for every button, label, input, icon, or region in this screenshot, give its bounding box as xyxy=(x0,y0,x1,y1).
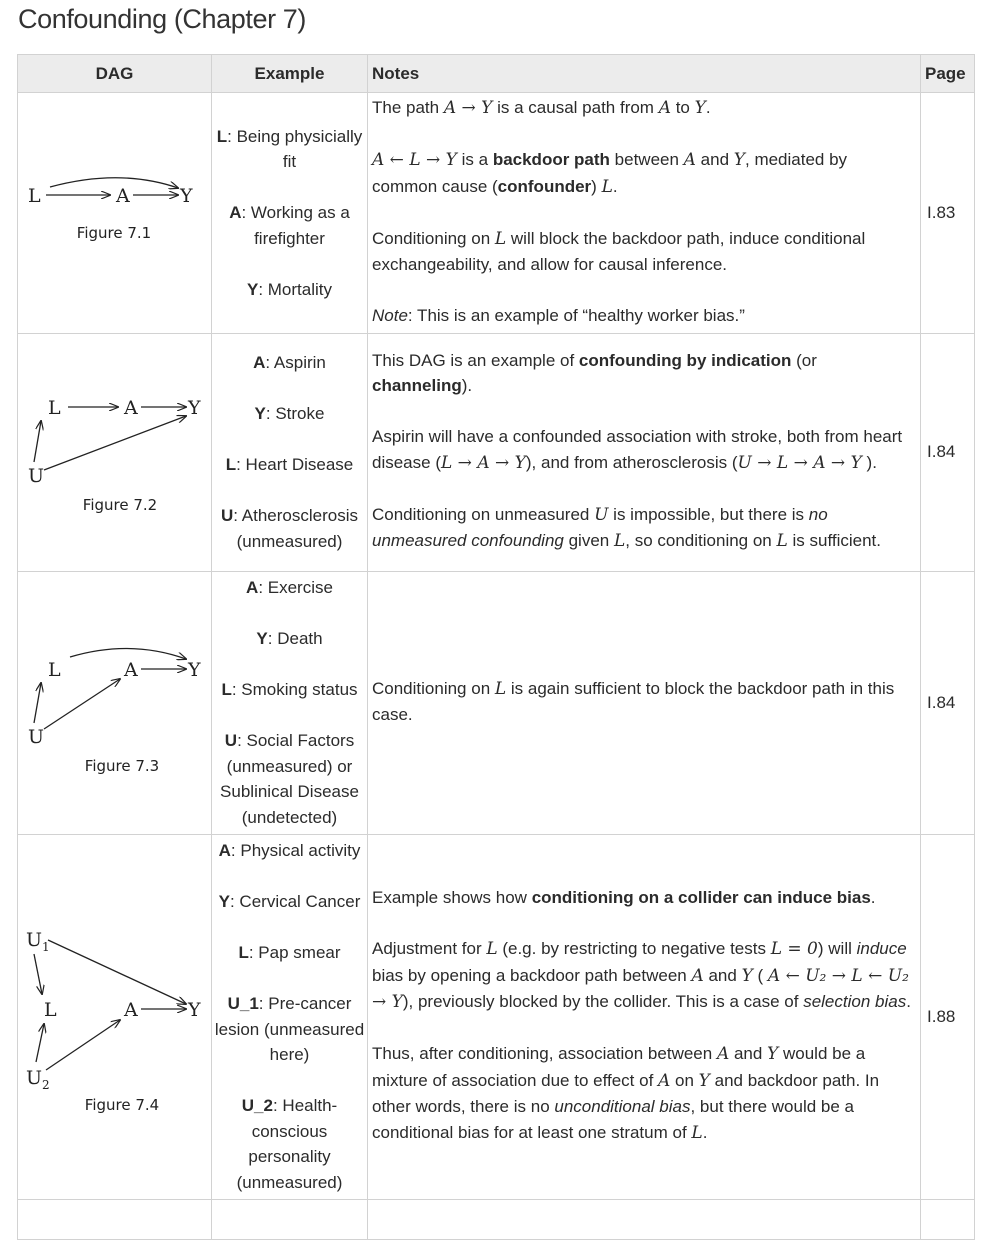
note-paragraph xyxy=(372,676,914,728)
page-ref xyxy=(921,1199,975,1239)
figure-caption: Figure 7.3 xyxy=(84,756,159,775)
note-text: ). xyxy=(461,376,473,395)
example-item xyxy=(214,677,365,703)
note-italic: Note xyxy=(372,306,408,325)
variable-key: A xyxy=(246,578,259,597)
header-page: Page xyxy=(921,55,975,93)
edge-u-a xyxy=(44,679,120,729)
example-item xyxy=(214,889,365,915)
note-text: Conditioning on unmeasured xyxy=(372,504,595,524)
note-text: , mediated by common cause ( xyxy=(372,150,848,196)
variable-desc: : Aspirin xyxy=(265,353,326,372)
note-text: ), and from atherosclerosis ( xyxy=(525,452,738,472)
variable-desc: : Exercise xyxy=(258,578,333,597)
node-l: L xyxy=(47,658,61,681)
figure-7-2-dag xyxy=(20,392,210,512)
note-text: . xyxy=(612,176,618,196)
math: L = 0 xyxy=(770,939,818,959)
node-a: A xyxy=(123,658,138,681)
math: L xyxy=(494,228,507,249)
edge-u1-y xyxy=(48,940,186,1004)
example-item xyxy=(214,503,365,554)
variable-desc: : Mortality xyxy=(258,279,333,299)
math: A xyxy=(658,1070,671,1091)
edge-l-y xyxy=(70,648,186,659)
dag-cell xyxy=(18,93,212,334)
variable-key: L xyxy=(225,455,237,474)
math: U xyxy=(594,504,609,525)
figure-7-4-dag xyxy=(20,922,210,1112)
term-bold: conditioning on a collider can induce bias xyxy=(531,888,871,907)
table-row xyxy=(18,333,975,571)
example-item xyxy=(214,452,365,478)
note-text: This DAG is an example of xyxy=(372,350,579,370)
notes-cell xyxy=(368,1199,921,1239)
term-bold: backdoor path xyxy=(492,150,610,169)
note-italic: unconditional bias xyxy=(554,1097,691,1116)
variable-key: L xyxy=(216,126,228,146)
variable-desc: : Death xyxy=(267,629,323,648)
variable-key: U_2 xyxy=(241,1096,273,1115)
note-text: is a xyxy=(456,150,493,169)
note-italic: selection bias xyxy=(803,992,907,1011)
note-text: . xyxy=(702,1122,708,1142)
node-y: Y xyxy=(187,397,201,419)
note-text: , but there would be a conditional bias for at least one stratum of xyxy=(372,1097,854,1142)
example-item xyxy=(214,124,365,175)
note-text: on xyxy=(670,1070,699,1090)
variable-key: Y xyxy=(256,629,268,648)
node-u2-label: U xyxy=(25,1066,42,1089)
figure-7-3-dag xyxy=(20,633,210,773)
note-text: . xyxy=(705,98,711,117)
header-row xyxy=(18,55,975,93)
note-text: Aspirin will have a confounded association with stroke, both from heart disease ( xyxy=(372,427,903,472)
note-text: (e.g. by restricting to negative tests xyxy=(497,939,771,958)
math: L xyxy=(601,176,613,197)
node-u1-label: U xyxy=(25,928,42,951)
note-text: is impossible, but there is xyxy=(608,504,809,524)
variable-key: A xyxy=(253,353,266,372)
math: A ← L → Y xyxy=(372,150,457,170)
node-u: U xyxy=(27,465,44,487)
note-text: and xyxy=(729,1044,768,1063)
dag-cell xyxy=(18,1199,212,1239)
edge-u-l xyxy=(34,683,41,723)
note-paragraph xyxy=(372,1041,914,1146)
note-text: bias by opening a backdoor path between xyxy=(372,965,692,985)
note-paragraph xyxy=(372,95,914,122)
example-cell xyxy=(212,571,368,834)
math: L xyxy=(486,939,498,959)
variable-desc: : Health-conscious personality (unmeasured) xyxy=(236,1096,343,1192)
example-item xyxy=(214,838,365,864)
edge-l-y xyxy=(50,177,178,187)
note-text: will block the backdoor path, induce conditional exchangeability, and allow for causal inference. xyxy=(372,228,866,274)
note-text: (or xyxy=(791,350,817,370)
math: A ← U₂ → L ← U₂ → Y xyxy=(372,965,909,1012)
note-text: is sufficient. xyxy=(787,531,882,550)
term-bold: confounder xyxy=(497,176,592,196)
note-italic: no unmeasured confounding xyxy=(372,504,828,550)
note-text: is again sufficient to block the backdoor path in this case. xyxy=(372,678,895,724)
note-text: Conditioning on xyxy=(372,228,495,248)
node-l: L xyxy=(47,397,61,419)
example-cell xyxy=(212,93,368,334)
variable-desc: : Stroke xyxy=(265,404,325,423)
variable-desc: : Pap smear xyxy=(248,943,341,962)
dag-cell xyxy=(18,333,212,571)
variable-desc: : Being physicially fit xyxy=(227,126,363,171)
example-item xyxy=(214,401,365,427)
note-text: Adjustment for xyxy=(372,939,487,958)
note-paragraph xyxy=(372,303,914,329)
variable-key: U_1 xyxy=(227,994,259,1013)
note-text: ), previously blocked by the collider. This is a case of xyxy=(402,992,804,1011)
example-item xyxy=(214,277,365,303)
variable-desc: : Pre-cancer lesion (unmeasured here) xyxy=(214,994,365,1064)
note-paragraph xyxy=(372,226,914,278)
variable-key: U xyxy=(220,506,234,525)
note-text: . xyxy=(870,888,876,907)
note-paragraph xyxy=(372,424,914,476)
header-dag: DAG xyxy=(18,55,212,93)
confounding-table xyxy=(17,54,975,1240)
note-paragraph xyxy=(372,936,914,1016)
example-item xyxy=(214,1093,365,1195)
example-item xyxy=(214,200,365,251)
variable-key: L xyxy=(238,943,249,962)
note-paragraph xyxy=(372,885,914,911)
note-paragraph xyxy=(372,502,914,555)
variable-desc: : Social Factors (unmeasured) or Sublinical Disease (undetected) xyxy=(220,731,359,827)
math: Y xyxy=(698,1070,710,1091)
figure-caption: Figure 7.2 xyxy=(82,496,157,514)
table-row xyxy=(18,1199,975,1239)
note-paragraph xyxy=(372,348,914,399)
node-y: Y xyxy=(187,658,201,681)
variable-desc: : Physical activity xyxy=(230,841,361,860)
notes-cell xyxy=(368,333,921,571)
note-text: ( xyxy=(752,965,768,985)
edge-u-l xyxy=(34,421,41,462)
math: Y xyxy=(733,150,745,170)
variable-key: Y xyxy=(246,279,259,299)
node-a: A xyxy=(115,184,130,207)
page-ref: I.84 xyxy=(921,333,975,571)
edge-u2-a xyxy=(46,1020,120,1070)
page-ref: I.83 xyxy=(921,93,975,334)
edge-u2-l xyxy=(36,1024,44,1062)
variable-desc: : Atherosclerosis (unmeasured) xyxy=(233,506,358,551)
page-ref: I.88 xyxy=(921,834,975,1199)
math: U → L → A → Y xyxy=(737,452,862,473)
variable-desc: : Working as a firefighter xyxy=(241,203,350,248)
table-row xyxy=(18,93,975,334)
example-item xyxy=(214,626,365,652)
header-notes: Notes xyxy=(368,55,921,93)
math: L xyxy=(613,531,626,551)
node-y: Y xyxy=(179,184,193,207)
note-text: between xyxy=(609,150,684,169)
edge-u1-l xyxy=(34,954,42,994)
note-italic: induce xyxy=(856,939,907,958)
variable-desc: : Cervical Cancer xyxy=(229,892,361,911)
math: Y xyxy=(694,98,706,118)
math: A xyxy=(658,98,671,118)
example-cell xyxy=(212,834,368,1199)
dag-cell xyxy=(18,571,212,834)
note-text: and backdoor path. In other words, there is no xyxy=(372,1070,880,1116)
note-text: would be a mixture of association due to effect of xyxy=(372,1044,866,1090)
note-text: ) xyxy=(591,176,602,196)
variable-key: Y xyxy=(254,404,266,423)
variable-key: A xyxy=(218,841,231,860)
node-l: L xyxy=(43,998,57,1021)
node-u1-subscript: 1 xyxy=(41,939,50,954)
example-cell xyxy=(212,333,368,571)
edge-u-y xyxy=(44,416,186,470)
page-title: Confounding (Chapter 7) xyxy=(18,4,306,34)
example-cell xyxy=(212,1199,368,1239)
term-bold: channeling xyxy=(372,376,462,395)
note-text: to xyxy=(670,98,695,117)
example-item xyxy=(214,350,365,376)
node-a: A xyxy=(123,998,138,1021)
note-paragraph xyxy=(372,147,914,200)
example-item xyxy=(214,940,365,966)
note-text: Example shows how xyxy=(372,888,532,907)
example-item xyxy=(214,728,365,830)
note-text: and xyxy=(695,150,734,169)
math: L xyxy=(691,1122,703,1143)
math: Y xyxy=(741,965,753,986)
page-ref: I.84 xyxy=(921,571,975,834)
header-example: Example xyxy=(212,55,368,93)
math: L xyxy=(494,678,507,699)
note-text: , so conditioning on xyxy=(625,531,777,550)
node-u: U xyxy=(27,725,44,748)
dag-cell xyxy=(18,834,212,1199)
math: L → A → Y xyxy=(440,452,526,473)
example-item xyxy=(214,991,365,1068)
note-text: ). xyxy=(861,452,877,472)
variable-key: U xyxy=(224,731,238,750)
node-u2-subscript: 2 xyxy=(41,1077,50,1092)
math: Y xyxy=(767,1044,779,1064)
math: A xyxy=(683,150,696,170)
table-row xyxy=(18,834,975,1199)
note-text: : This is an example of “healthy worker bias.” xyxy=(407,306,745,325)
variable-key: A xyxy=(229,203,242,222)
math: A → Y xyxy=(443,98,493,118)
math: A xyxy=(691,965,704,986)
node-u2 xyxy=(26,1067,50,1092)
note-text: . xyxy=(906,992,911,1011)
note-text: Thus, after conditioning, association between xyxy=(372,1044,717,1063)
figure-caption: Figure 7.1 xyxy=(76,223,151,242)
notes-cell xyxy=(368,571,921,834)
figure-caption: Figure 7.4 xyxy=(84,1095,159,1114)
node-u1 xyxy=(26,929,50,954)
figure-7-1-dag xyxy=(20,168,210,258)
note-text: The path xyxy=(372,98,444,117)
table-row xyxy=(18,571,975,834)
node-a: A xyxy=(123,397,138,419)
math: A xyxy=(716,1044,730,1064)
note-text: given xyxy=(563,531,614,550)
node-y: Y xyxy=(187,998,201,1021)
note-text: is a causal path from xyxy=(492,98,659,117)
variable-desc: : Smoking status xyxy=(231,680,358,699)
example-item xyxy=(214,575,365,601)
notes-cell xyxy=(368,834,921,1199)
note-text: Conditioning on xyxy=(372,678,495,698)
term-bold: confounding by indication xyxy=(578,350,792,370)
note-text: and xyxy=(703,965,742,985)
variable-desc: : Heart Disease xyxy=(236,455,354,474)
note-text: ) will xyxy=(817,939,857,958)
notes-cell xyxy=(368,93,921,334)
variable-key: L xyxy=(221,680,232,699)
variable-key: Y xyxy=(218,892,230,911)
math: L xyxy=(776,531,788,551)
node-l: L xyxy=(27,184,41,207)
